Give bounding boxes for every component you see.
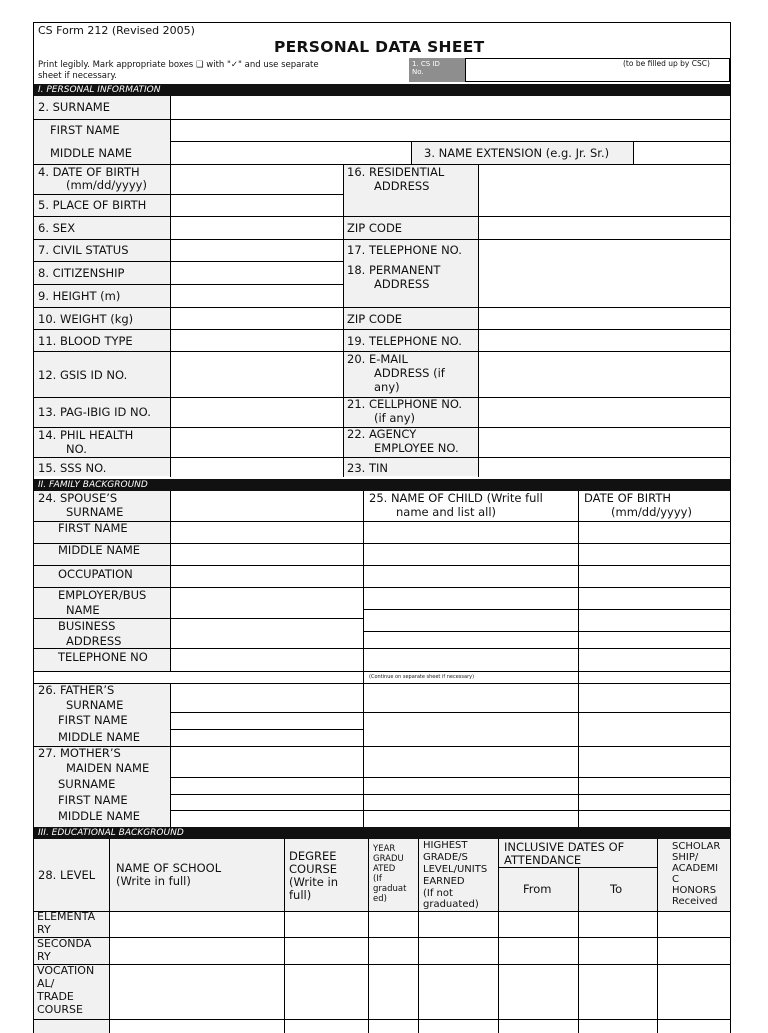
- label-mother-middle-name: MIDDLE NAME: [58, 809, 141, 823]
- agency-employee-no-input[interactable]: [479, 428, 730, 457]
- label-email-3: any): [374, 380, 400, 394]
- surname-input[interactable]: [171, 97, 730, 119]
- label-cellphone-2: (if any): [374, 411, 416, 425]
- label-weight: 10. WEIGHT (kg): [38, 312, 134, 326]
- label-scholar-4: C: [672, 874, 679, 885]
- date-of-birth-input[interactable]: [171, 165, 343, 194]
- place-of-birth-input[interactable]: [171, 195, 343, 216]
- label-scholar-1: SCHOLAR: [672, 841, 721, 852]
- label-scholar-5: HONORS: [672, 885, 717, 896]
- label-child-dob-1: DATE OF BIRTH: [584, 491, 672, 505]
- label-highest-1: HIGHEST: [423, 840, 468, 851]
- cellphone-input[interactable]: [479, 398, 730, 427]
- spouse-telephone-input[interactable]: [171, 649, 363, 671]
- label-year-1: YEAR: [373, 844, 396, 854]
- label-agency-1: 22. AGENCY: [347, 427, 417, 441]
- label-mother-surname: SURNAME: [58, 777, 116, 791]
- label-gsis-id: 12. GSIS ID NO.: [38, 368, 128, 382]
- tin-input[interactable]: [479, 458, 730, 477]
- label-scholar-3: ACADEMI: [672, 863, 719, 874]
- label-child-1: 25. NAME OF CHILD (Write full: [369, 491, 543, 505]
- label-business-1: BUSINESS: [58, 619, 116, 633]
- label-year-6: ed): [373, 894, 387, 904]
- first-name-input[interactable]: [171, 120, 730, 141]
- instruction-line-2: sheet if necessary.: [38, 71, 117, 81]
- label-sss: 15. SSS NO.: [38, 461, 107, 475]
- label-spouse-middle-name: MIDDLE NAME: [58, 543, 141, 557]
- label-degree-4: full): [289, 888, 312, 902]
- occupation-input[interactable]: [171, 566, 363, 587]
- label-inclusive-1: INCLUSIVE DATES OF: [504, 840, 625, 854]
- section-educational-background-heading: III. EDUCATIONAL BACKGROUND: [34, 827, 730, 839]
- label-highest-6: graduated): [423, 899, 479, 910]
- business-address-input[interactable]: [171, 619, 363, 648]
- form-title: PERSONAL DATA SHEET: [274, 38, 485, 56]
- label-mother-1: 27. MOTHER’S: [38, 746, 121, 760]
- pagibig-id-input[interactable]: [171, 398, 343, 427]
- sss-input[interactable]: [171, 458, 343, 477]
- label-zip-code-2: ZIP CODE: [347, 312, 403, 326]
- instruction-line-1: Print legibly. Mark appropriate boxes ❑ with "✓" and use separate: [38, 60, 319, 70]
- label-middle-name: MIDDLE NAME: [50, 146, 133, 160]
- vocational-school-input[interactable]: [110, 965, 284, 1019]
- label-philhealth-2: NO.: [66, 442, 87, 456]
- height-input[interactable]: [171, 285, 343, 307]
- label-vocational-4: COURSE: [37, 1003, 83, 1016]
- label-scholar-6: Received: [672, 896, 718, 907]
- label-school-1: NAME OF SCHOOL: [116, 861, 222, 875]
- citizenship-input[interactable]: [171, 262, 343, 284]
- label-scholar-2: SHIP/: [672, 852, 699, 863]
- label-degree-2: COURSE: [289, 862, 338, 876]
- residential-address-input[interactable]: [479, 165, 730, 216]
- label-highest-5: (If not: [423, 888, 453, 899]
- spouse-middle-name-input[interactable]: [171, 544, 363, 565]
- label-cellphone-1: 21. CELLPHONE NO.: [347, 397, 463, 411]
- telephone-17-input[interactable]: [479, 240, 730, 261]
- label-residential-address-2: ADDRESS: [374, 179, 430, 193]
- label-sex: 6. SEX: [38, 221, 76, 235]
- label-elementary-2: RY: [37, 923, 51, 936]
- label-citizenship: 8. CITIZENSHIP: [38, 266, 125, 280]
- label-telephone-19: 19. TELEPHONE NO.: [347, 334, 462, 348]
- cs-id-label-2: No.: [412, 68, 424, 76]
- telephone-19-input[interactable]: [479, 330, 730, 351]
- label-year-4: (If: [373, 874, 382, 884]
- label-pagibig-id: 13. PAG-IBIG ID NO.: [38, 405, 151, 419]
- zip-code-input[interactable]: [479, 217, 730, 239]
- father-first-name-input[interactable]: [171, 713, 363, 729]
- cs-id-label-box: [409, 58, 465, 82]
- weight-input[interactable]: [171, 308, 343, 329]
- philhealth-input[interactable]: [171, 428, 343, 457]
- label-spouse-1: 24. SPOUSE’S: [38, 491, 118, 505]
- label-height: 9. HEIGHT (m): [38, 289, 121, 303]
- label-civil-status: 7. CIVIL STATUS: [38, 243, 129, 257]
- father-surname-input[interactable]: [171, 684, 363, 712]
- spouse-surname-input[interactable]: [171, 492, 363, 521]
- label-year-3: ATED: [373, 864, 396, 874]
- label-secondary-2: RY: [37, 950, 51, 963]
- secondary-school-input[interactable]: [110, 938, 284, 964]
- label-highest-4: EARNED: [423, 876, 465, 887]
- spouse-first-name-input[interactable]: [171, 522, 363, 543]
- label-vocational-2: AL/: [37, 977, 55, 990]
- label-telephone-17: 17. TELEPHONE NO.: [347, 243, 462, 257]
- label-employer-2: NAME: [66, 603, 100, 617]
- mother-middle-name-input[interactable]: [171, 811, 363, 827]
- label-mother-first-name: FIRST NAME: [58, 793, 128, 807]
- form-number: CS Form 212 (Revised 2005): [38, 24, 195, 37]
- civil-status-input[interactable]: [171, 240, 343, 261]
- label-email-2: ADDRESS (if: [374, 366, 445, 380]
- label-name-extension: 3. NAME EXTENSION (e.g. Jr. Sr.): [424, 146, 610, 160]
- label-date-of-birth-1: 4. DATE OF BIRTH: [38, 165, 140, 179]
- personal-data-sheet-form: [33, 22, 731, 1033]
- label-father-2: SURNAME: [66, 698, 124, 712]
- label-from: From: [523, 882, 552, 896]
- label-zip-code: ZIP CODE: [347, 221, 403, 235]
- label-year-5: graduat: [373, 884, 407, 894]
- label-year-2: GRADU: [373, 854, 404, 864]
- label-inclusive-2: ATTENDANCE: [504, 853, 582, 867]
- label-to: To: [610, 882, 623, 896]
- label-child-dob-2: (mm/dd/yyyy): [611, 505, 692, 519]
- continue-note: (Continue on separate sheet if necessary): [369, 674, 475, 680]
- label-philhealth-1: 14. PHIL HEALTH: [38, 428, 134, 442]
- label-father-first-name: FIRST NAME: [58, 713, 128, 727]
- label-school-2: (Write in full): [116, 874, 191, 888]
- label-secondary-1: SECONDA: [37, 937, 92, 950]
- label-residential-address-1: 16. RESIDENTIAL: [347, 165, 445, 179]
- zip-code-2-input[interactable]: [479, 308, 730, 329]
- label-blood-type: 11. BLOOD TYPE: [38, 334, 133, 348]
- label-employer-1: EMPLOYER/BUS: [58, 588, 147, 602]
- mother-first-name-input[interactable]: [171, 795, 363, 810]
- label-highest-3: LEVEL/UNITS: [423, 864, 488, 875]
- label-elementary-1: ELEMENTA: [37, 910, 96, 923]
- children-names-input[interactable]: [364, 522, 578, 671]
- label-permanent-address-2: ADDRESS: [374, 277, 430, 291]
- label-business-2: ADDRESS: [66, 634, 122, 648]
- label-first-name: FIRST NAME: [50, 123, 120, 137]
- label-date-of-birth-2: (mm/dd/yyyy): [66, 178, 147, 192]
- label-occupation: OCCUPATION: [58, 567, 133, 581]
- label-spouse-first-name: FIRST NAME: [58, 521, 128, 535]
- children-dob-input[interactable]: [579, 522, 730, 671]
- label-degree-1: DEGREE: [289, 849, 337, 863]
- section-family-background-heading: II. FAMILY BACKGROUND: [34, 479, 730, 491]
- csc-note: (to be filled up by CSC): [623, 59, 710, 68]
- cs-id-label-1: 1. CS ID: [412, 60, 440, 68]
- label-father-1: 26. FATHER’S: [38, 683, 115, 697]
- name-extension-input[interactable]: [634, 142, 730, 164]
- label-highest-2: GRADE/S: [423, 852, 468, 863]
- section-personal-information-heading: I. PERSONAL INFORMATION: [34, 84, 730, 96]
- label-place-of-birth: 5. PLACE OF BIRTH: [38, 198, 147, 212]
- employer-name-input[interactable]: [171, 588, 363, 618]
- label-email-1: 20. E-MAIL: [347, 352, 408, 366]
- label-agency-2: EMPLOYEE NO.: [374, 441, 459, 455]
- gsis-id-input[interactable]: [171, 352, 343, 397]
- email-input[interactable]: [479, 352, 730, 397]
- elementary-school-input[interactable]: [110, 912, 284, 937]
- label-child-2: name and list all): [396, 505, 497, 519]
- label-vocational-1: VOCATION: [37, 964, 95, 977]
- permanent-address-input[interactable]: [479, 262, 730, 307]
- mother-surname-input[interactable]: [171, 778, 363, 794]
- blood-type-input[interactable]: [171, 330, 343, 351]
- label-vocational-3: TRADE: [37, 990, 74, 1003]
- label-permanent-address-1: 18. PERMANENT: [347, 263, 441, 277]
- label-degree-3: (Write in: [289, 875, 338, 889]
- father-middle-name-input[interactable]: [171, 730, 363, 746]
- label-spouse-2: SURNAME: [66, 505, 124, 519]
- label-mother-2: MAIDEN NAME: [66, 761, 150, 775]
- sex-input[interactable]: [171, 217, 343, 239]
- label-spouse-telephone: TELEPHONE NO: [58, 650, 148, 664]
- label-level: 28. LEVEL: [38, 868, 96, 882]
- middle-name-input[interactable]: [171, 142, 411, 164]
- label-surname: 2. SURNAME: [38, 100, 110, 114]
- label-father-middle-name: MIDDLE NAME: [58, 730, 141, 744]
- label-tin: 23. TIN: [347, 461, 388, 475]
